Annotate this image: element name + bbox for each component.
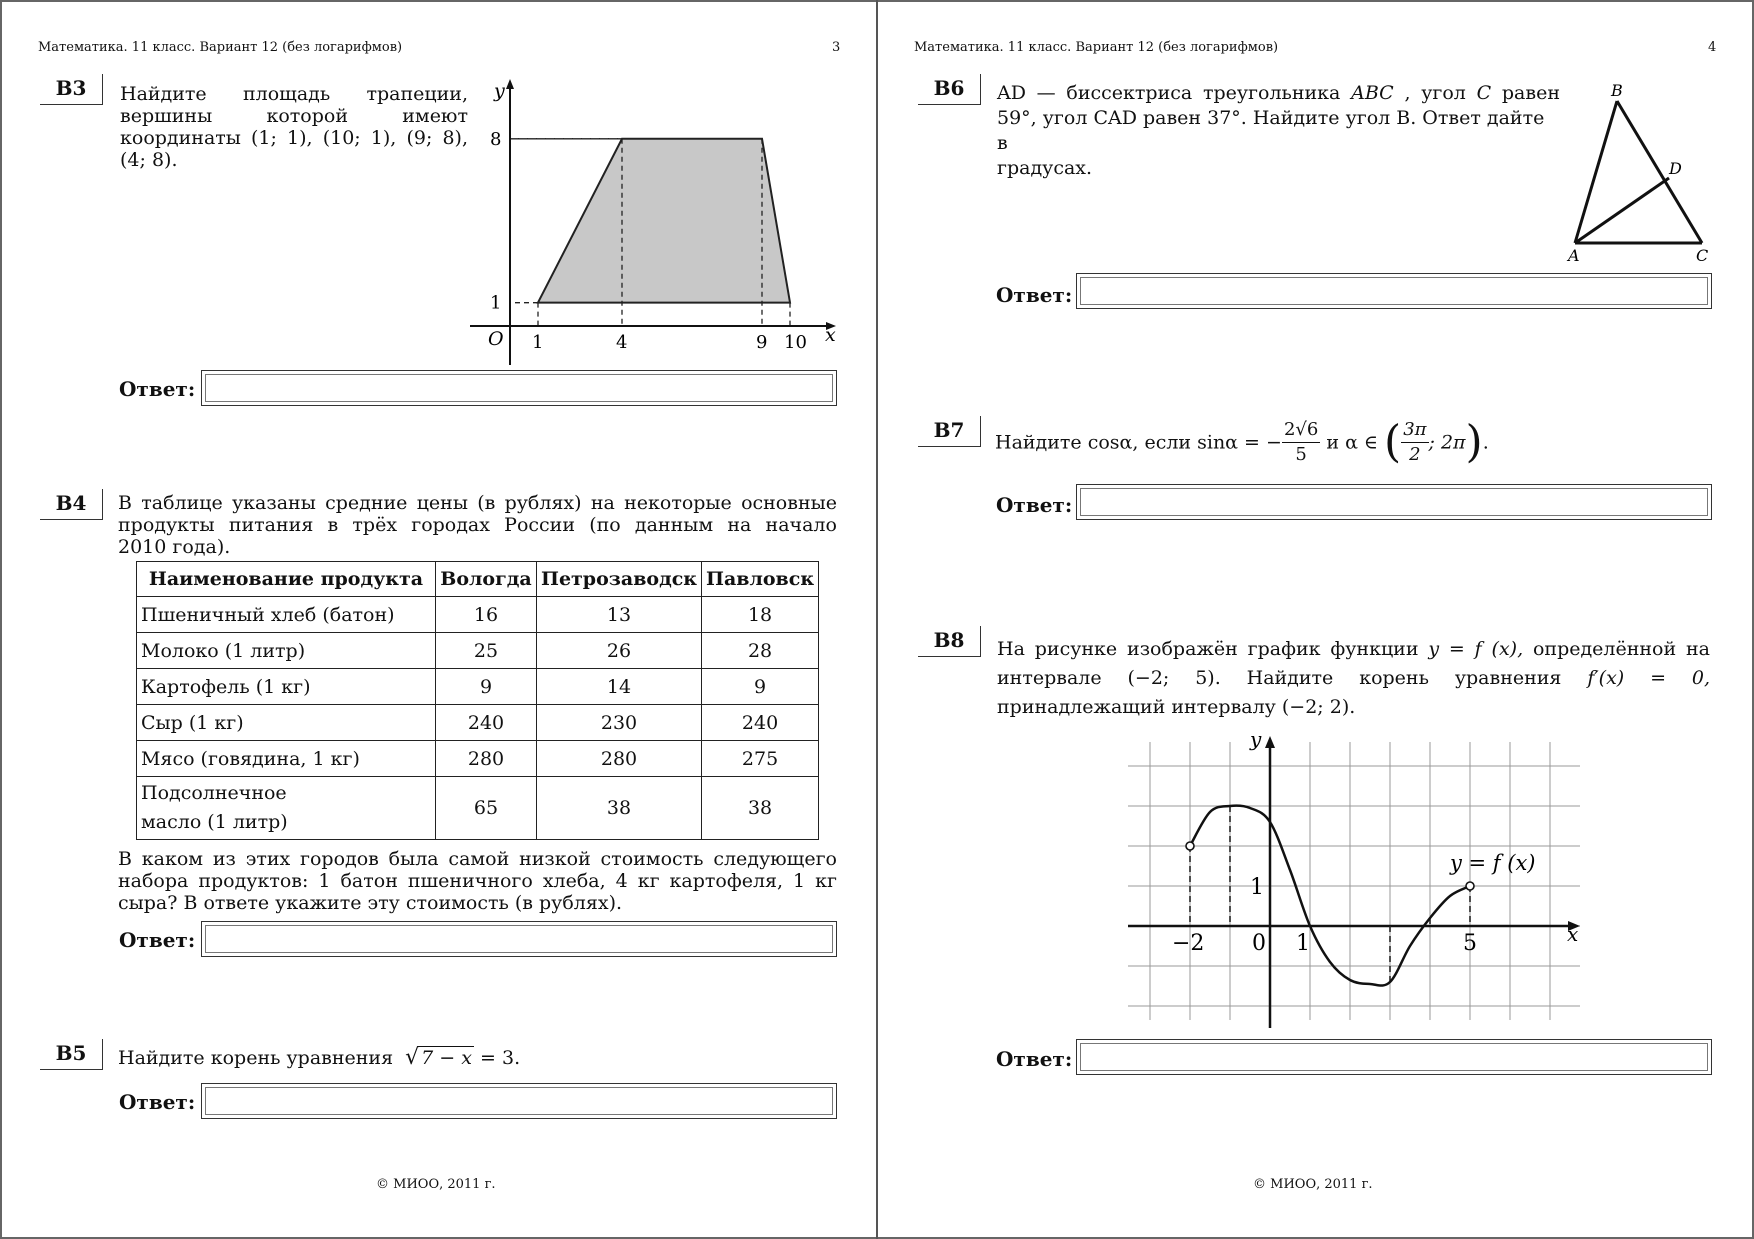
prices-table — [136, 561, 819, 840]
word: этих — [245, 848, 291, 870]
trap-y-tick-label: 8 — [490, 128, 502, 150]
table-cell: 65 — [436, 777, 537, 840]
word: На — [997, 638, 1025, 660]
word: вершины — [120, 105, 213, 127]
b3-question — [120, 83, 468, 171]
triangle-figure — [1565, 78, 1715, 268]
word: 1 — [318, 870, 331, 892]
table-cell-line: Подсолнечное — [141, 782, 287, 804]
word: f′(x) = 0, — [1587, 667, 1711, 689]
b4-answer-input[interactable] — [201, 921, 837, 957]
fn-x-tick-label: −2 — [1172, 931, 1205, 956]
word: уравнения — [1454, 667, 1562, 689]
b4-question-line1 — [118, 848, 837, 870]
bisector-ad — [1575, 178, 1669, 243]
task-label-b6: B6 — [918, 74, 981, 105]
table-cell: 9 — [702, 669, 819, 705]
word: продуктов: — [198, 870, 309, 892]
word: хлеба, — [542, 870, 606, 892]
word: равен — [1501, 82, 1560, 104]
word: некоторые — [624, 492, 732, 514]
table-row — [137, 669, 819, 705]
word: координаты — [120, 127, 241, 149]
b8-line1 — [997, 635, 1710, 664]
word: график — [1247, 638, 1321, 660]
word: начало — [765, 514, 837, 536]
word: рублях) — [504, 492, 582, 514]
trap-x-tick-label: 10 — [784, 332, 807, 353]
b6-question — [997, 81, 1560, 181]
word: городов — [300, 848, 379, 870]
fn-x-tick-label: 0 — [1252, 931, 1266, 956]
trap-x-tick-label: 9 — [756, 332, 768, 353]
table-cell: 13 — [537, 597, 702, 633]
b3-line4: (4; 8). — [120, 149, 178, 171]
word: низкой стоимость — [519, 848, 704, 870]
b8-answer-input[interactable] — [1076, 1039, 1712, 1075]
b4-question — [118, 848, 837, 914]
y-axis-arrow — [1265, 736, 1275, 748]
b8-question — [997, 635, 1710, 722]
table-row — [137, 777, 819, 840]
vertex-b-label: B — [1611, 81, 1623, 100]
task-label-b4: B4 — [40, 489, 103, 520]
function-graph — [1120, 730, 1620, 1030]
word: данным — [634, 514, 714, 536]
table-cell-line: масло (1 литр) — [141, 811, 288, 833]
word: определённой — [1532, 638, 1677, 660]
table-header-row — [137, 562, 819, 597]
b5-rhs: = 3. — [480, 1047, 521, 1069]
fn-x-tick-label: 1 — [1296, 931, 1310, 956]
b6-line3: градусах. — [997, 157, 1093, 179]
task-label-b8: B8 — [918, 626, 981, 657]
table-cell: Пшеничный хлеб (батон) — [137, 597, 436, 633]
word: (10; 1), — [322, 127, 397, 149]
trap-y-axis-label: y — [494, 80, 505, 102]
table-cell: 230 — [537, 705, 702, 741]
table-cell: 240 — [436, 705, 537, 741]
word: самой — [448, 848, 510, 870]
interval-fraction — [1401, 418, 1428, 467]
b4-intro-line1 — [118, 492, 837, 514]
period: . — [1482, 431, 1489, 454]
word: указаны — [231, 492, 316, 514]
trapezoid-shape — [538, 139, 790, 303]
word: на — [1686, 638, 1711, 660]
b4-question-line2 — [118, 870, 837, 892]
word: основные — [741, 492, 837, 514]
word: на — [590, 492, 615, 514]
word: (в — [477, 492, 496, 514]
word: из — [212, 848, 236, 870]
open-endpoint — [1186, 842, 1194, 850]
vertex-d-label: D — [1669, 159, 1682, 178]
b8-answer-label: Ответ: — [996, 1047, 1073, 1071]
word: цены — [416, 492, 468, 514]
word: была — [388, 848, 439, 870]
table-cell: 240 — [702, 705, 819, 741]
word: AD — биссектриса — [997, 82, 1193, 104]
interval-end: ; 2π — [1428, 431, 1466, 454]
b3-line3 — [120, 127, 468, 149]
table-cell: Мясо (говядина, 1 кг) — [137, 741, 436, 777]
fn-x-tick-label: 5 — [1463, 931, 1477, 956]
word: набора — [118, 870, 189, 892]
vertex-a-label: A — [1568, 246, 1580, 265]
table-cell: Сыр (1 кг) — [137, 705, 436, 741]
word: трёх — [352, 514, 398, 536]
word: средние — [325, 492, 408, 514]
b3-line1 — [120, 83, 468, 105]
table-cell — [137, 777, 436, 840]
b5-question — [118, 1047, 520, 1069]
b6-line1 — [997, 81, 1560, 106]
b3-answer-label: Ответ: — [119, 377, 196, 401]
word: (9; 8), — [406, 127, 468, 149]
word: рисунке — [1034, 638, 1118, 660]
b4-intro-line2 — [118, 514, 837, 536]
word: интервале — [997, 667, 1102, 689]
word: России — [504, 514, 576, 536]
b7-text-mid: и α ∈ — [1326, 431, 1378, 454]
table-header-cell: Вологда — [436, 562, 537, 597]
sqrt-symbol: √ — [405, 1045, 420, 1070]
word: следующего — [713, 848, 837, 870]
table-row — [137, 705, 819, 741]
left-page-header: Математика. 11 класс. Вариант 12 (без логарифмов) — [38, 40, 403, 55]
word: C — [1476, 82, 1492, 104]
fn-x-axis-label: x — [1567, 922, 1579, 946]
close-paren: ) — [1465, 416, 1483, 468]
word: ABC — [1351, 82, 1394, 104]
task-label-b7: B7 — [918, 416, 981, 447]
word: имеют — [402, 105, 468, 127]
word: треугольника — [1202, 82, 1341, 104]
open-endpoint — [1466, 882, 1474, 890]
left-page-number: 3 — [832, 40, 841, 55]
b7-text-start: Найдите cosα, если sinα = − — [995, 431, 1282, 454]
trap-y-tick-label: 1 — [490, 292, 502, 314]
b6-line2: 59°, угол CAD равен 37°. Найдите угол B. Ответ дайте в — [997, 107, 1545, 154]
b8-line3: принадлежащий интервалу (−2; 2). — [997, 696, 1356, 718]
b6-answer-input[interactable] — [1076, 273, 1712, 309]
frac-numerator: 2√6 — [1282, 418, 1320, 443]
table-cell: 18 — [702, 597, 819, 633]
frac-numerator: 3π — [1401, 418, 1428, 443]
word: Найдите — [120, 83, 207, 105]
frac-denominator: 5 — [1295, 444, 1307, 465]
vertex-c-label: C — [1696, 246, 1709, 265]
b6-answer-label: Ответ: — [996, 283, 1073, 307]
word: (−2; 5). — [1127, 667, 1221, 689]
word: функции — [1330, 638, 1419, 660]
b7-question — [995, 418, 1489, 467]
table-cell: 28 — [702, 633, 819, 669]
word: продукты — [118, 514, 215, 536]
side-bc — [1617, 101, 1702, 243]
word: питания — [228, 514, 314, 536]
open-paren: ( — [1384, 416, 1402, 468]
left-page-footer: © МИОО, 2011 г. — [376, 1177, 496, 1192]
table-row — [137, 741, 819, 777]
page-divider — [876, 0, 878, 1239]
b7-answer-input[interactable] — [1076, 484, 1712, 520]
b7-answer-label: Ответ: — [996, 493, 1073, 517]
right-page-footer: © МИОО, 2011 г. — [1253, 1177, 1373, 1192]
word: y = f (x), — [1428, 638, 1524, 660]
right-page-header: Математика. 11 класс. Вариант 12 (без логарифмов) — [914, 40, 1279, 55]
b5-answer-label: Ответ: — [119, 1090, 196, 1114]
table-cell: 26 — [537, 633, 702, 669]
word: угол — [1421, 82, 1466, 104]
table-cell: 25 — [436, 633, 537, 669]
word: (по — [589, 514, 621, 536]
table-row — [137, 633, 819, 669]
b4-answer-label: Ответ: — [119, 928, 196, 952]
table-row — [137, 597, 819, 633]
word: картофеля, — [669, 870, 784, 892]
b3-answer-input[interactable] — [201, 370, 837, 406]
word: городах — [411, 514, 490, 536]
sqrt-expression — [405, 1047, 474, 1069]
table-cell: 9 — [436, 669, 537, 705]
trapezoid-chart — [470, 75, 850, 370]
table-cell: 16 — [436, 597, 537, 633]
y-axis-arrow — [506, 79, 514, 89]
word: трапеции, — [366, 83, 468, 105]
word: (1; 1), — [251, 127, 313, 149]
table-cell: 14 — [537, 669, 702, 705]
curve-label: y = f (x) — [1450, 851, 1536, 875]
b5-text: Найдите корень уравнения — [118, 1047, 394, 1069]
b4-intro-line3: 2010 года). — [118, 536, 231, 558]
function-curve — [1190, 806, 1470, 986]
sqrt-radicand: 7 − x — [421, 1047, 472, 1069]
sin-fraction — [1282, 418, 1320, 467]
word: корень — [1359, 667, 1429, 689]
word: площадь — [242, 83, 331, 105]
word: в — [327, 514, 339, 536]
frac-denominator: 2 — [1409, 444, 1421, 465]
b5-answer-input[interactable] — [201, 1083, 837, 1119]
table-header-cell: Петрозаводск — [537, 562, 702, 597]
table-cell: Молоко (1 литр) — [137, 633, 436, 669]
task-label-b3: B3 — [40, 74, 103, 105]
fn-y-tick-label: 1 — [1250, 875, 1264, 900]
trap-origin-label: O — [488, 328, 504, 350]
word: которой — [266, 105, 348, 127]
table-cell: 38 — [537, 777, 702, 840]
right-page-number: 4 — [1708, 40, 1717, 55]
trap-x-axis-label: x — [825, 324, 836, 346]
b4-intro — [118, 492, 837, 558]
b8-line2 — [997, 664, 1710, 693]
word: В каком — [118, 848, 204, 870]
word: на — [727, 514, 752, 536]
fn-y-axis-label: y — [1250, 730, 1262, 751]
side-ab — [1575, 101, 1617, 243]
word: батон — [340, 870, 398, 892]
word: В — [118, 492, 132, 514]
trap-x-tick-label: 4 — [616, 332, 628, 353]
table-header-cell: Павловск — [702, 562, 819, 597]
b3-line2 — [120, 105, 468, 127]
b4-question-line3: сыра? В ответе укажите эту стоимость (в рублях). — [118, 892, 623, 914]
word: 4 кг — [615, 870, 660, 892]
word: 1 кг — [793, 870, 837, 892]
word: изображён — [1127, 638, 1238, 660]
word: Найдите — [1246, 667, 1334, 689]
word: пшеничного — [407, 870, 533, 892]
task-label-b5: B5 — [40, 1039, 103, 1070]
word: , — [1404, 82, 1411, 104]
table-cell: 275 — [702, 741, 819, 777]
trap-x-tick-label: 1 — [532, 332, 544, 353]
table-cell: 280 — [537, 741, 702, 777]
table-cell: 38 — [702, 777, 819, 840]
table-header-cell: Наименование продукта — [137, 562, 436, 597]
table-cell: Картофель (1 кг) — [137, 669, 436, 705]
word: таблице — [141, 492, 223, 514]
table-cell: 280 — [436, 741, 537, 777]
